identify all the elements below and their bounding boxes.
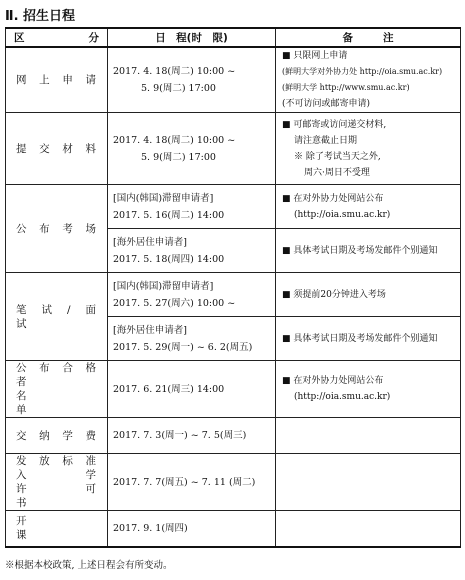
row-date: [海外居住申请者] 2017. 5. 29(周一) ~ 6. 2(周五) xyxy=(108,317,276,361)
row-category: 公 布 考 场 xyxy=(6,185,108,273)
row-date: 2017. 4. 18(周二) 10:00 ~ 5. 9(周二) 17:00 xyxy=(108,47,276,113)
row-note: ■ 在对外协力处网站公布 (http://oia.smu.ac.kr) xyxy=(276,361,461,418)
row-note xyxy=(276,454,461,511)
table-row xyxy=(6,418,461,454)
row-category: 网 上 申 请 xyxy=(6,47,108,113)
row-category: 公 布 合 格 者 名 单 xyxy=(6,361,108,418)
header-date: 日 程(时 限) xyxy=(108,28,276,47)
row-category: 交 纳 学 费 xyxy=(6,418,108,454)
row-note xyxy=(276,511,461,547)
row-category: 开 课 xyxy=(6,511,108,547)
table-header-row xyxy=(6,28,461,47)
row-note: ■ 可邮寄或访问递交材料, 请注意截止日期 ※ 除了考试当天之外, 周六·周日不受理 xyxy=(276,113,461,185)
row-date: [国内(韩国)滞留申请者] 2017. 5. 16(周二) 14:00 xyxy=(108,185,276,229)
row-date: 2017. 9. 1(周四) xyxy=(108,511,276,547)
row-note xyxy=(276,418,461,454)
table-row xyxy=(6,273,461,317)
table-row xyxy=(6,361,461,418)
table-row xyxy=(6,47,461,113)
table-row xyxy=(6,185,461,229)
header-category-part2: 分 xyxy=(88,32,99,44)
header-note: 备注 xyxy=(276,28,461,47)
row-note: ■ 在对外协力处网站公布 (http://oia.smu.ac.kr) xyxy=(276,185,461,229)
row-date: 2017. 7. 7(周五) ~ 7. 11 (周二) xyxy=(108,454,276,511)
header-category-part1: 区 xyxy=(14,32,25,44)
row-category: 发 放 标 准 入 学 许 可 书 xyxy=(6,454,108,511)
row-date: 2017. 4. 18(周二) 10:00 ~ 5. 9(周二) 17:00 xyxy=(108,113,276,185)
table-row xyxy=(6,454,461,511)
footer-note: ※根据本校政策, 上述日程会有所变动。 xyxy=(5,560,173,571)
table-row xyxy=(6,113,461,185)
header-category xyxy=(6,28,108,47)
table-row xyxy=(6,511,461,547)
row-date: [国内(韩国)滞留申请者] 2017. 5. 27(周六) 10:00 ~ xyxy=(108,273,276,317)
admission-schedule-table xyxy=(5,27,461,548)
row-date: 2017. 7. 3(周一) ~ 7. 5(周三) xyxy=(108,418,276,454)
row-note: ■ 只限网上申请 (鲜明大学对外协力处 http://oia.smu.ac.kr) (鲜明大学 http://www.smu.ac.kr) (不可访问或邮寄申请) xyxy=(276,47,461,113)
row-note: ■ 须提前20分钟进入考场 xyxy=(276,273,461,317)
row-date: [海外居住申请者] 2017. 5. 18(周四) 14:00 xyxy=(108,229,276,273)
row-note: ■ 具体考试日期及考场发邮件个别通知 xyxy=(276,229,461,273)
row-category: 提 交 材 料 xyxy=(6,113,108,185)
row-note: ■ 具体考试日期及考场发邮件个别通知 xyxy=(276,317,461,361)
section-title: Ⅱ. 招生日程 xyxy=(5,9,76,24)
row-category: 笔 试 / 面 试 xyxy=(6,273,108,361)
row-date: 2017. 6. 21(周三) 14:00 xyxy=(108,361,276,418)
